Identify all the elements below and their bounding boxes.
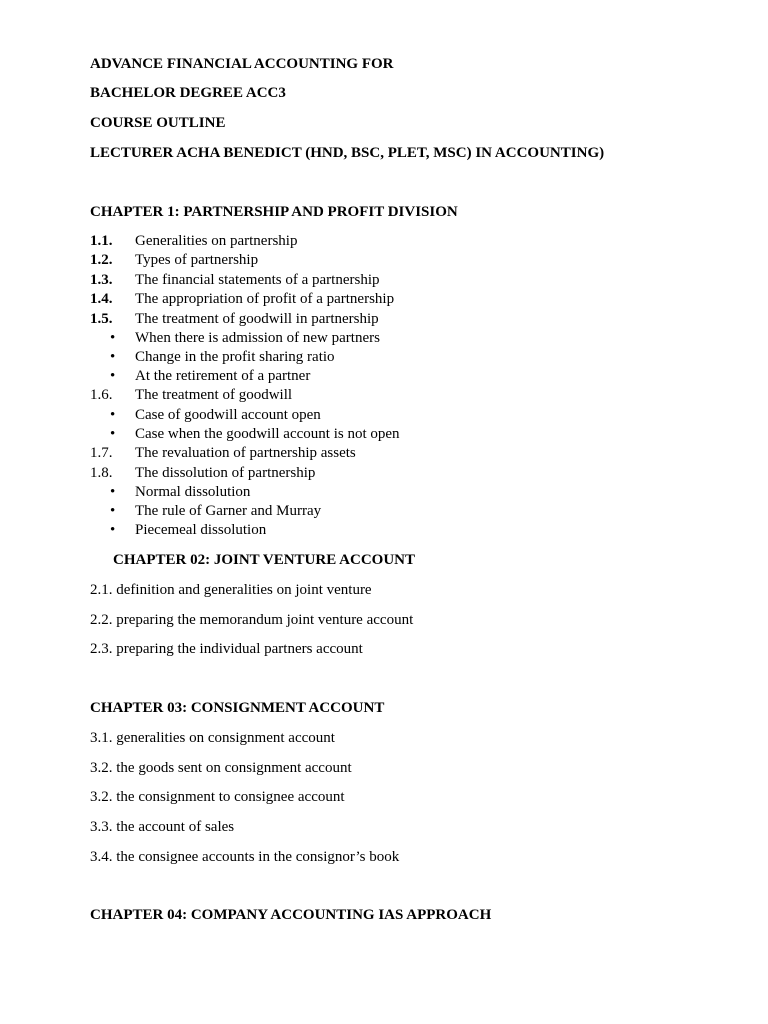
- chapter-2-item: 2.2. preparing the memorandum joint venture account: [90, 612, 414, 628]
- chapter-2-item: 2.1. definition and generalities on joint venture: [90, 582, 372, 598]
- document-title-line-1: ADVANCE FINANCIAL ACCOUNTING FOR: [90, 56, 394, 72]
- item-number: 1.8.: [90, 465, 113, 481]
- item-text: The treatment of goodwill: [135, 387, 293, 403]
- chapter-3-item: 3.4. the consignee accounts in the consignor’s book: [90, 849, 400, 865]
- bullet-text: Normal dissolution: [135, 484, 251, 500]
- bullet-text: The rule of Garner and Murray: [135, 503, 322, 519]
- chapter-3-item: 3.2. the consignment to consignee account: [90, 789, 345, 805]
- bullet-glyph: •: [110, 349, 116, 365]
- lecturer-line: LECTURER ACHA BENEDICT (HND, BSC, PLET, MSC) IN ACCOUNTING): [90, 145, 605, 161]
- document-title-line-3: COURSE OUTLINE: [90, 115, 226, 131]
- bullet-text: Change in the profit sharing ratio: [135, 349, 335, 365]
- chapter-2-heading: CHAPTER 02: JOINT VENTURE ACCOUNT: [113, 552, 415, 568]
- chapter-1-heading: CHAPTER 1: PARTNERSHIP AND PROFIT DIVISION: [90, 204, 458, 220]
- bullet-text: Case of goodwill account open: [135, 407, 321, 423]
- bullet-text: Piecemeal dissolution: [135, 522, 267, 538]
- item-text: The treatment of goodwill in partnership: [135, 311, 379, 327]
- chapter-2-item: 2.3. preparing the individual partners account: [90, 641, 363, 657]
- chapter-3-item: 3.1. generalities on consignment account: [90, 730, 335, 746]
- item-number: 1.5.: [90, 311, 113, 327]
- item-text: The dissolution of partnership: [135, 465, 316, 481]
- item-text: Generalities on partnership: [135, 233, 298, 249]
- document-title-line-2: BACHELOR DEGREE ACC3: [90, 85, 286, 101]
- bullet-text: Case when the goodwill account is not open: [135, 426, 400, 442]
- item-text: The appropriation of profit of a partnership: [135, 291, 395, 307]
- chapter-3-item: 3.3. the account of sales: [90, 819, 235, 835]
- bullet-glyph: •: [110, 330, 116, 346]
- item-number: 1.1.: [90, 233, 113, 249]
- bullet-glyph: •: [110, 484, 116, 500]
- chapter-3-heading: CHAPTER 03: CONSIGNMENT ACCOUNT: [90, 700, 385, 716]
- item-number: 1.4.: [90, 291, 113, 307]
- item-number: 1.6.: [90, 387, 113, 403]
- item-number: 1.7.: [90, 445, 113, 461]
- item-number: 1.2.: [90, 252, 113, 268]
- bullet-glyph: •: [110, 503, 116, 519]
- bullet-text: At the retirement of a partner: [135, 368, 311, 384]
- item-text: The revaluation of partnership assets: [135, 445, 356, 461]
- bullet-glyph: •: [110, 522, 116, 538]
- item-text: The financial statements of a partnership: [135, 272, 380, 288]
- bullet-glyph: •: [110, 407, 116, 423]
- chapter-3-item: 3.2. the goods sent on consignment account: [90, 760, 352, 776]
- bullet-text: When there is admission of new partners: [135, 330, 380, 346]
- chapter-4-heading: CHAPTER 04: COMPANY ACCOUNTING IAS APPROACH: [90, 907, 492, 923]
- bullet-glyph: •: [110, 368, 116, 384]
- bullet-glyph: •: [110, 426, 116, 442]
- item-text: Types of partnership: [135, 252, 259, 268]
- item-number: 1.3.: [90, 272, 113, 288]
